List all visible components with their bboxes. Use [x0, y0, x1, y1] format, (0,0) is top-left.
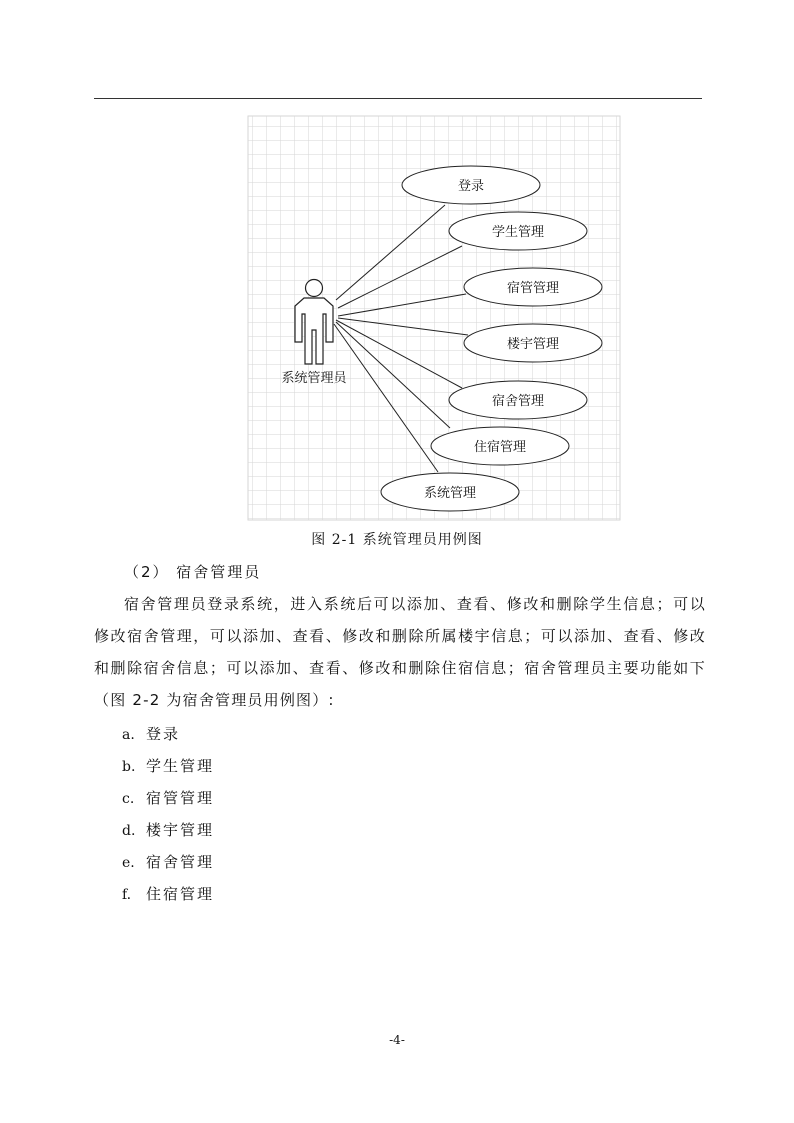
list-label: 住宿管理 [146, 885, 215, 903]
use-case-label: 楼宇管理 [506, 337, 560, 352]
list-label: 楼宇管理 [146, 821, 215, 839]
list-marker: c. [122, 791, 135, 807]
feature-list [122, 718, 214, 910]
list-label: 学生管理 [146, 757, 215, 775]
use-case-label: 住宿管理 [473, 440, 527, 455]
list-marker: a. [122, 727, 135, 743]
list-item [122, 718, 214, 750]
list-item [122, 846, 214, 878]
list-marker: e. [122, 855, 135, 871]
list-label: 宿舍管理 [146, 853, 215, 871]
use-case-label: 系统管理 [423, 486, 477, 501]
list-label: 宿管管理 [146, 789, 215, 807]
figure-caption: 图 2-1 系统管理员用例图 [311, 532, 483, 548]
list-marker: f. [122, 887, 132, 903]
list-item [122, 878, 214, 910]
actor-label: 系统管理员 [281, 371, 347, 386]
list-label: 登录 [146, 725, 181, 743]
list-item [122, 782, 214, 814]
use-case-label: 宿管管理 [506, 281, 560, 296]
section-heading: （2） 宿舍管理员 [124, 563, 262, 581]
page-number: -4- [389, 1033, 405, 1047]
use-case-label: 登录 [457, 179, 485, 194]
list-item [122, 750, 214, 782]
list-marker: b. [122, 759, 136, 775]
use-case-diagram [0, 0, 794, 530]
actor-head [306, 280, 323, 297]
use-case-label: 学生管理 [491, 225, 545, 240]
list-marker: d. [122, 823, 136, 839]
use-case-label: 宿舍管理 [491, 394, 545, 409]
body-paragraph: 宿舍管理员登录系统，进入系统后可以添加、查看、修改和删除学生信息；可以修改宿舍管理，可以添加、查看、修改和删除所属楼宇信息；可以添加、查看、修改和删除宿舍信息；可以添加、查看、修改和删除住宿信息；宿舍管理员主要功能如下（图 2-2 为宿舍管理员用例图）: [94, 595, 706, 709]
list-item [122, 814, 214, 846]
